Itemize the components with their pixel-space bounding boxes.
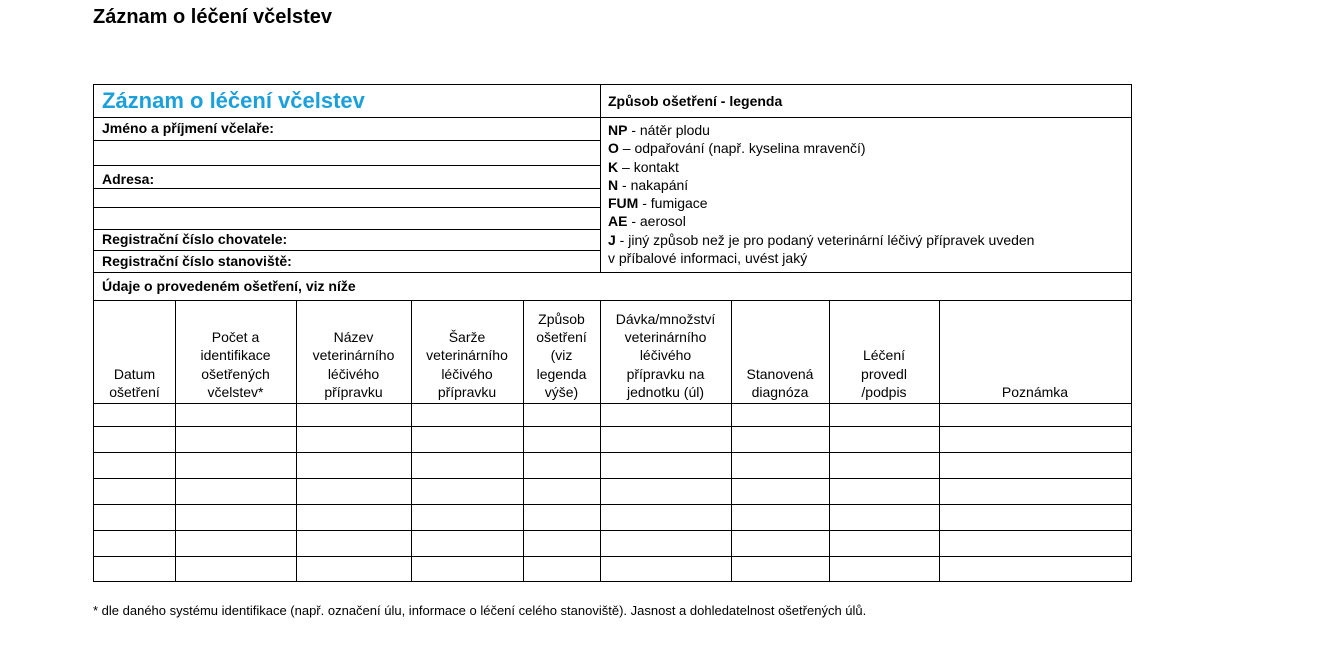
legend-item (608, 176, 1118, 194)
header-divider (600, 85, 601, 272)
treatment-legend (608, 121, 1118, 267)
column-header-date: Datum ošetření (109, 365, 160, 400)
column-header-signature: Léčení provedl /podpis (861, 347, 907, 400)
table-row-line (94, 504, 1131, 505)
legend-code: J (608, 231, 616, 248)
table-row-line (94, 530, 1131, 531)
column-header-colony-count: Počet a identifikace ošetřených včelstev* (200, 329, 271, 400)
table-header-bottom (94, 403, 1131, 404)
row-divider (94, 165, 600, 166)
breeder-registration-label: Registrační číslo chovatele: (102, 231, 288, 247)
legend-description: - nátěr plodu (627, 122, 710, 138)
legend-title: Způsob ošetření - legenda (608, 93, 783, 109)
legend-code: AE (608, 213, 628, 230)
page-title: Záznam o léčení včelstev (93, 6, 333, 28)
table-row-line (94, 452, 1131, 453)
legend-item (608, 212, 1118, 230)
row-divider (94, 229, 600, 230)
legend-code: O (608, 140, 619, 157)
form-title: Záznam o léčení včelstev (102, 88, 365, 113)
row-divider (94, 117, 1131, 118)
row-divider (94, 188, 600, 189)
column-header-diagnosis: Stanovená diagnóza (746, 365, 814, 400)
column-header-note: Poznámka (1001, 383, 1069, 400)
legend-item (608, 121, 1118, 139)
site-registration-label: Registrační číslo stanoviště: (102, 253, 292, 269)
address-label: Adresa: (102, 171, 155, 187)
legend-description: - nakapání (618, 176, 689, 193)
legend-code: N (608, 176, 619, 193)
column-header-batch: Šarže veterinárního léčivého přípravku (426, 329, 508, 400)
footnote: * dle daného systému identifikace (např. označení úlu, informace o léčení celého stanoviště). Jasnost a dohledatelnost ošetřených úlů. (93, 603, 867, 618)
legend-description: – odpařování (např. kyselina mravenčí) (618, 140, 866, 157)
treatment-record-form (93, 84, 1132, 582)
row-divider (94, 250, 600, 251)
legend-item (608, 158, 1118, 176)
row-divider (94, 140, 600, 141)
row-divider (94, 207, 600, 208)
column-header-dose: Dávka/množství veterinárního léčivého přípravku na jednotku (úl) (615, 310, 716, 400)
column-header-method: Způsob ošetření (viz legenda výše) (536, 310, 587, 400)
legend-description: - aerosol (627, 213, 686, 230)
treatment-data-label: Údaje o provedeném ošetření, viz níže (102, 278, 356, 294)
column-header-product-name: Název veterinárního léčivého přípravku (312, 329, 395, 400)
legend-description: - jiný způsob než je pro podaný veterinární léčivý přípravek uveden (615, 231, 1035, 248)
legend-item (608, 139, 1118, 157)
legend-continuation: v příbalové informaci, uvést jaký (608, 250, 808, 267)
legend-code: NP (608, 122, 628, 138)
legend-item (608, 194, 1118, 212)
table-row-line (94, 426, 1131, 427)
legend-code: FUM (608, 195, 639, 212)
row-divider (94, 272, 1131, 273)
table-row-line (94, 556, 1131, 557)
table-row-line (94, 478, 1131, 479)
legend-description: - fumigace (638, 195, 708, 212)
beekeeper-name-label: Jméno a příjmení včelaře: (102, 120, 274, 136)
legend-description: – kontakt (618, 158, 679, 175)
legend-item (608, 231, 1118, 249)
legend-code: K (608, 158, 619, 175)
